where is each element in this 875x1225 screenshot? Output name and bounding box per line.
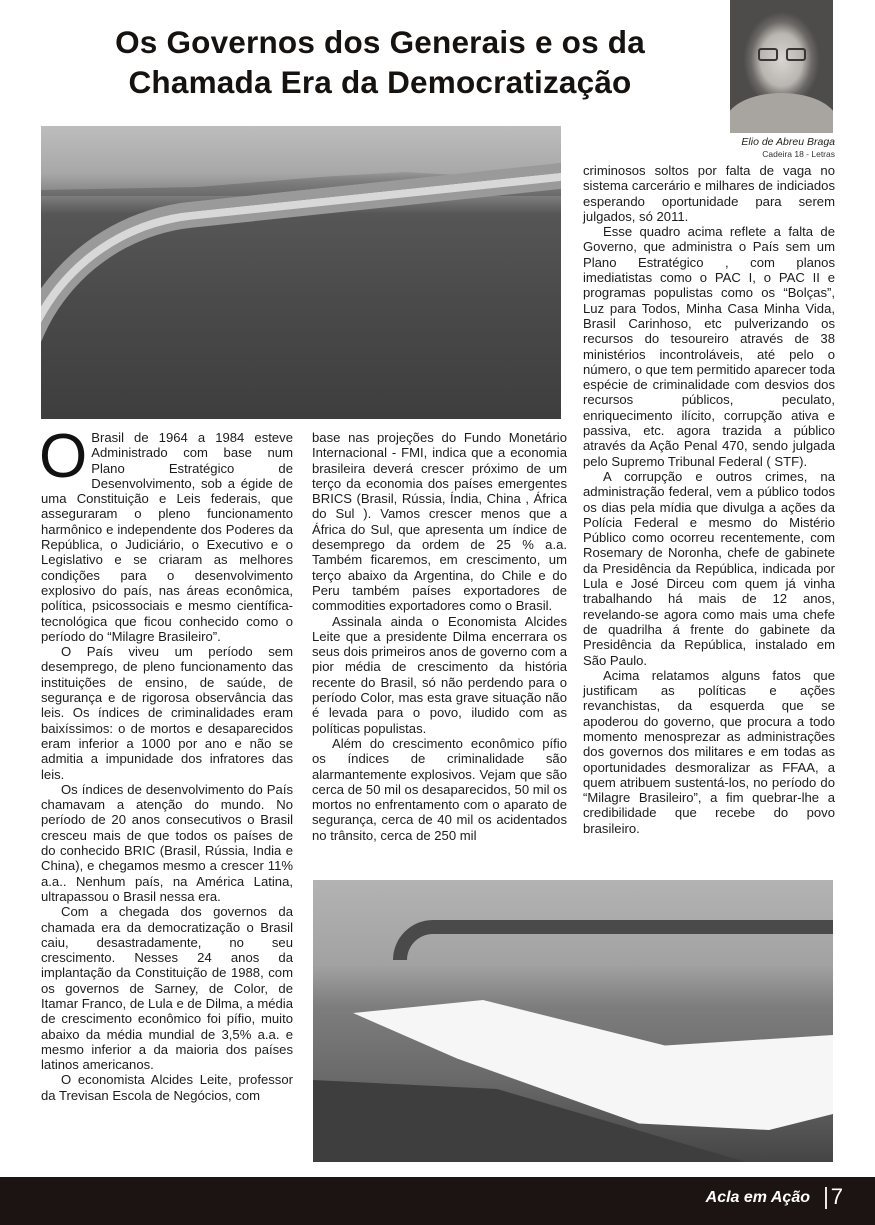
article-column-3 [583, 163, 835, 836]
bridge-photo-deck-highlight [41, 162, 561, 419]
footer-divider [825, 1187, 827, 1209]
article-column-1 [39, 422, 293, 1103]
paragraph: A corrupção e outros crimes, na administração federal, vem a público todos os dias pela mídia que divulga a ações da Polícia Federal e mesmo do Mistério Público como ocorreu recentemente, com Rosemary de Noronha, chefe de gabinete da Presidência da República, indicada por Lula e José Dirceu com quem já vinha trabalhando há mais de 12 anos, revelando-se agora como mais uma chefe de quadrilha á frente do gabinete da Presidência da República, instalado em São Paulo. [583, 468, 835, 668]
bridge-photo [41, 126, 561, 419]
publication-name: Acla em Ação [705, 1189, 810, 1206]
paragraph: criminosos soltos por falta de vaga no sistema carcerário e milhares de indiciados esperando oportunidade para serem julgados, só 2011. [583, 163, 835, 224]
paragraph: O País viveu um período sem desemprego, de pleno funcionamento das instituições de ensino, de saúde, de segurança e de rigorosa observância das leis. Os índices de criminalidades eram baixíssimos: o de mortos e desaparecidos eram inferior a 1000 por ano e não se admitia a impunidade dos infratores das leis. [41, 644, 293, 782]
dam-photo-wall [393, 920, 833, 960]
author-portrait-image [730, 0, 833, 133]
paragraph: Com a chegada dos governos da chamada era da democratização o Brasil caiu, desastradamente, no seu crescimento. Nesses 24 anos da implantação da Constituição de 1988, com os governos de Sarney, de Color, de Itamar Franco, de Lula e de Dilma, a média de crescimento econômico foi pífio, muito abaixo da média mundial de 3,5% a.a. e mesmo inferior a da maioria dos países latinos americanos. [41, 904, 293, 1073]
drop-cap: O [39, 422, 88, 491]
paragraph: Assinala ainda o Economista Alcides Leite que a presidente Dilma encerrara os seus dois primeiros anos de governo com a pior média de crescimento da história recente do Brasil, só não perdendo para o período Color, mas esta grave situação não é levada para o povo, iludido com as políticas populistas. [312, 613, 567, 736]
author-name: Elio de Abreu Braga [741, 136, 835, 148]
paragraph: O Brasil de 1964 a 1984 esteve Administrado com base num Plano Estratégico de Desenvolvimento, sob a égide de uma Constituição e Leis federais, que asseguraram o pleno funcionamento harmônico e independente dos Poderes da República, o Judiciário, o Executivo e o Legislativo e se criaram as melhores condições para o desenvolvimento explosivo do país, nas áreas econômica, política, psicossociais e mesmo científica-tecnológica que ficou conhecido como o período do “Milagre Brasileiro”. [39, 422, 293, 644]
paragraph: Os índices de desenvolvimento do País chamavam a atenção do mundo. No período de 20 anos consecutivos o Brasil cresceu mais de que todos os países de do conhecido BRIC (Brasil, Rússia, India e China), e chegamos mesmo a crescer 11% a.a.. Nenhum país, na América Latina, ultrapassou o Brasil nessa era. [41, 781, 293, 904]
page-footer [0, 1177, 875, 1225]
title-line-2: Chamada Era da Democratização [128, 64, 632, 100]
title-line-1: Os Governos dos Generais e os da [115, 24, 645, 60]
page-number: 7 [830, 1184, 843, 1209]
paragraph: Acima relatamos alguns fatos que justificam as políticas e ações revanchistas, da esquerda que se apoderou do governo, que procura a todo momento menosprezar as administrações dos governos dos militares e em todas as oportunidades desmoralizar as FFAA, a quem atribuem sustentá-los, no período do “Milagre Brasileiro”, a fim quebrar-lhe a credibilidade que recebe do povo brasileiro. [583, 667, 835, 836]
portrait-glasses [758, 48, 806, 62]
paragraph: O economista Alcides Leite, professor da Trevisan Escola de Negócios, com [41, 1072, 293, 1103]
paragraph: Além do crescimento econômico pífio os índices de criminalidade são alarmantemente explosivos. Vejam que são cerca de 50 mil os desaparecidos, 50 mil os mortos no enfrentamento com o aparato de segurança, cerca de 40 mil os acidentados no trânsito, cerca de 250 mil [312, 735, 567, 843]
paragraph: Esse quadro acima reflete a falta de Governo, que administra o País sem um Plano Estratégico , com planos imediatistas como o PAC I, o PAC II e programas populistas como os “Bolças”, Luz para Todos, Minha Casa Minha Vida, Brasil Carinhoso, etc pulverizando os recursos do tesoureiro através de 38 ministérios incontroláveis, até pelo o número, o que tem permitido aparecer toda espécie de criminalidade com desvios dos recursos públicos, peculato, enriquecimento ilícito, corrupção ativa e passiva, etc. agora trazida a público através da Ação Penal 470, sendo julgada pelo Supremo Tribunal Federal ( STF). [583, 224, 835, 469]
article-column-2 [312, 430, 567, 843]
portrait-shoulders [730, 93, 833, 133]
article-title [40, 22, 720, 102]
author-chair: Cadeira 18 - Letras [762, 149, 835, 159]
paragraph: base nas projeções do Fundo Monetário Internacional - FMI, indica que a economia brasileira deverá crescer próximo de um terço da economia dos países emergentes BRICS (Brasil, Rússia, Índia, China , África do Sul ). Vamos crescer menos que a África do Sul, que apresenta um índice de desemprego da ordem de 25 % a.a. Também ficaremos, em crescimento, um terço abaixo da Argentina, do Chile e do Peru também países exportadores de commodities exportadores como o Brasil. [312, 430, 567, 614]
dam-photo [313, 880, 833, 1162]
